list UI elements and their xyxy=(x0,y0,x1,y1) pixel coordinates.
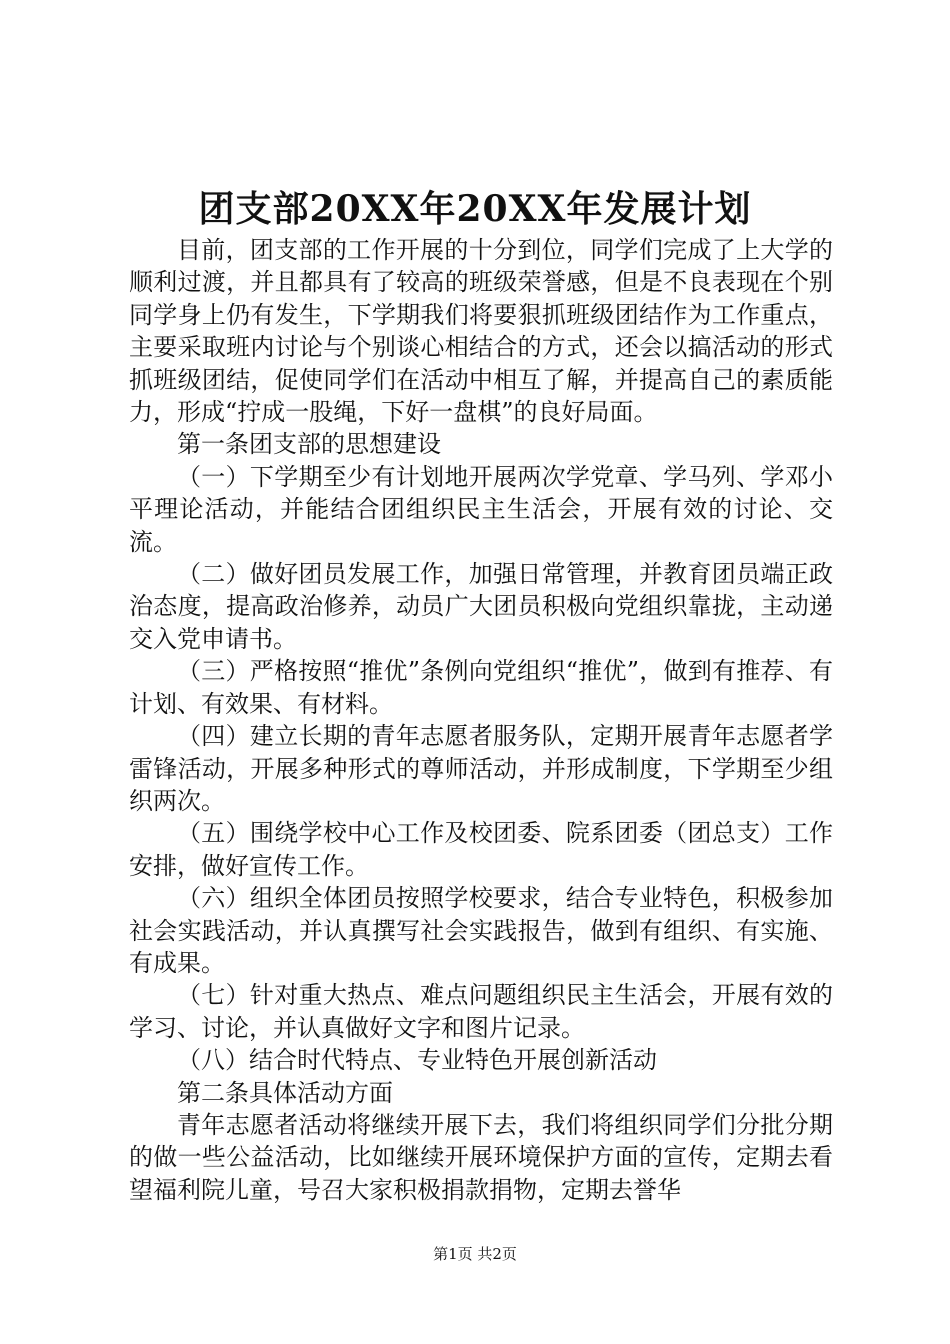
list-item-4: （四）建立长期的青年志愿者服务队，定期开展青年志愿者学雷锋活动，开展多种形式的尊师活动，并形成制度，下学期至少组织两次。 xyxy=(129,722,833,815)
section-heading-2: 第二条具体活动方面 xyxy=(177,1078,393,1107)
document-body xyxy=(129,234,833,1206)
list-item-5: （五）围绕学校中心工作及校团委、院系团委（团总支）工作安排，做好宣传工作。 xyxy=(129,819,833,880)
list-item-7: （七）针对重大热点、难点问题组织民主生活会，开展有效的学习、讨论，并认真做好文字和图片记录。 xyxy=(129,981,833,1042)
volunteer-paragraph: 青年志愿者活动将继续开展下去，我们将组织同学们分批分期的做一些公益活动，比如继续开展环境保护方面的宣传，定期去看望福利院儿童，号召大家积极捐款捐物，定期去誉华 xyxy=(129,1110,833,1204)
document-title: 团支部20XX年20XX年发展计划 xyxy=(198,188,752,230)
list-item-8: （八）结合时代特点、专业特色开展创新活动 xyxy=(177,1046,657,1075)
list-item-3: （三）严格按照“推优”条例向党组织“推优”，做到有推荐、有计划、有效果、有材料。 xyxy=(129,657,833,718)
section-heading-1: 第一条团支部的思想建设 xyxy=(177,430,441,459)
intro-paragraph: 目前，团支部的工作开展的十分到位，同学们完成了上大学的顺利过渡，并且都具有了较高的班级荣誉感，但是不良表现在个别同学身上仍有发生，下学期我们将要狠抓班级团结作为工作重点，主要采取班内讨论与个别谈心相结合的方式，还会以搞活动的形式抓班级团结，促使同学们在活动中相互了解，并提高自己的素质能力，形成“拧成一股绳，下好一盘棋”的良好局面。 xyxy=(129,236,833,427)
list-item-1: （一）下学期至少有计划地开展两次学党章、学马列、学邓小平理论活动，并能结合团组织民主生活会，开展有效的讨论、交流。 xyxy=(129,462,833,556)
list-item-6: （六）组织全体团员按照学校要求，结合专业特色，积极参加社会实践活动，并认真撰写社会实践报告，做到有组织、有实施、有成果。 xyxy=(129,884,833,977)
list-item-2: （二）做好团员发展工作，加强日常管理，并教育团员端正政治态度，提高政治修养，动员广大团员积极向党组织靠拢，主动递交入党申请书。 xyxy=(129,560,833,653)
page-footer: 第1页 共2页 xyxy=(433,1245,517,1263)
